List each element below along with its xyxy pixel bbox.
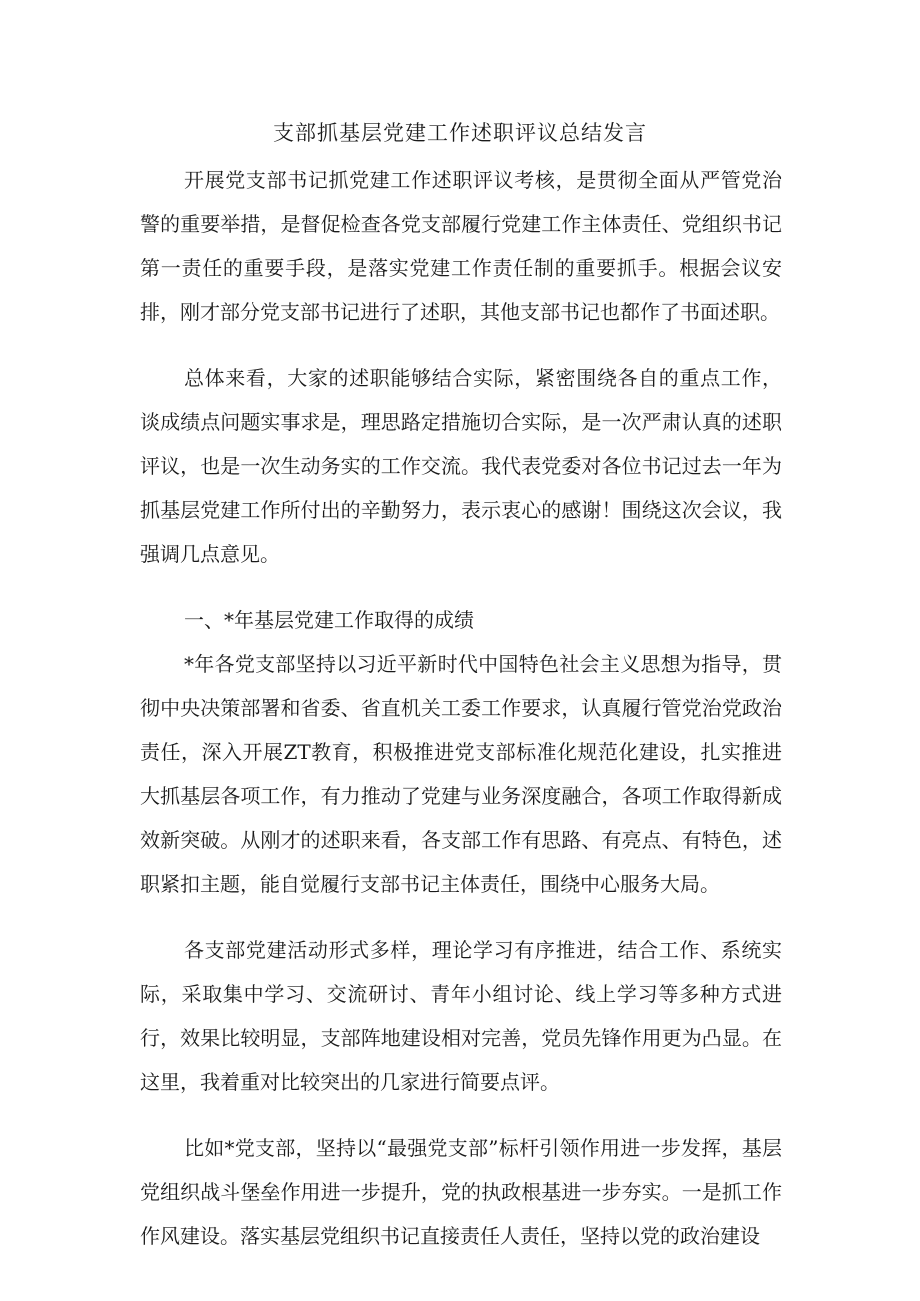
document-body	[140, 158, 782, 1280]
paragraph-overview: 总体来看，大家的述职能够结合实际，紧密围绕各自的重点工作，谈成绩点问题实事求是，理思路定措施切合实际，是一次严肃认真的述职评议，也是一次生动务实的工作交流。我代表党委对各位书记过去一年为抓基层党建工作所付出的辛勤努力，表示衷心的感谢！围绕这次会议，我强调几点意见。	[140, 366, 782, 566]
paragraph-achievements: *年各党支部坚持以习近平新时代中国特色社会主义思想为指导，贯彻中央决策部署和省委、省直机关工委工作要求，认真履行管党治党政治责任，深入开展ZT教育，积极推进党支部标准化规范化建设，扎实推进大抓基层各项工作，有力推动了党建与业务深度融合，各项工作取得新成效新突破。从刚才的述职来看，各支部工作有思路、有亮点、有特色，述职紧扣主题，能自觉履行支部书记主体责任，围绕中心服务大局。	[140, 652, 782, 896]
document-title: 支部抓基层党建工作述职评议总结发言	[273, 121, 647, 145]
paragraph-intro: 开展党支部书记抓党建工作述职评议考核，是贯彻全面从严管党治警的重要举措，是督促检查各党支部履行党建工作主体责任、党组织书记第一责任的重要手段，是落实党建工作责任制的重要抓手。根据会议安排，刚才部分党支部书记进行了述职，其他支部书记也都作了书面述职。	[140, 168, 782, 324]
section-heading-achievements: 一、*年基层党建工作取得的成绩	[184, 608, 474, 632]
paragraph-activities: 各支部党建活动形式多样，理论学习有序推进，结合工作、系统实际，采取集中学习、交流研讨、青年小组讨论、线上学习等多种方式进行，效果比较明显，支部阵地建设相对完善，党员先锋作用更为凸显。在这里，我着重对比较突出的几家进行简要点评。	[140, 938, 782, 1094]
paragraph-example: 比如*党支部，坚持以“最强党支部”标杆引领作用进一步发挥，基层党组织战斗堡垒作用进一步提升，党的执政根基进一步夯实。一是抓工作作风建设。落实基层党组织书记直接责任人责任，坚持以党的政治建设	[140, 1136, 782, 1248]
